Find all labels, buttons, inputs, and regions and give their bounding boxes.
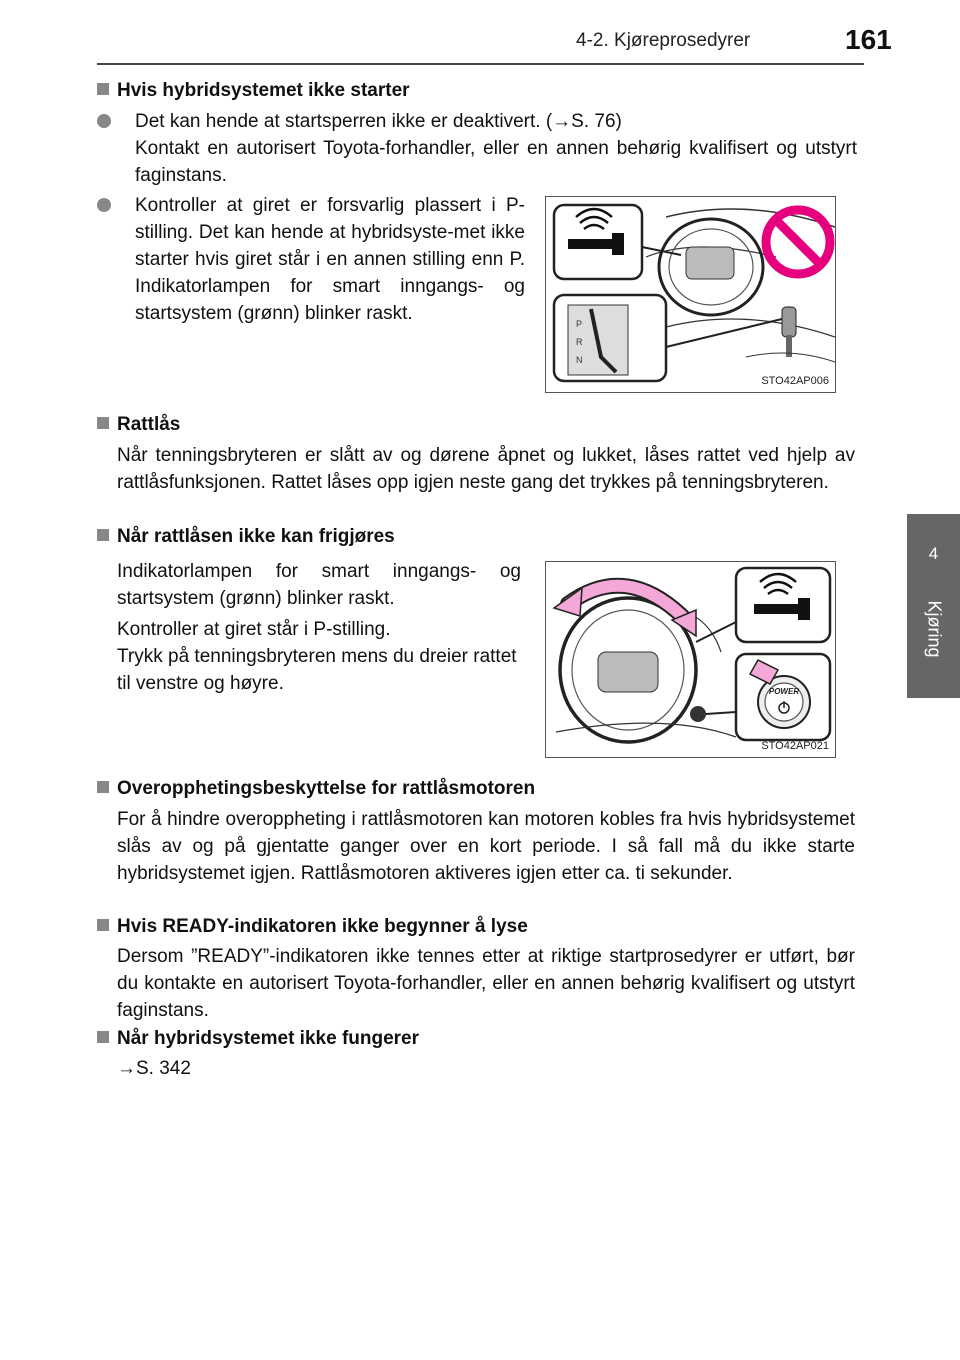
figure-code: STO42AP006 [761,375,829,387]
shift-lever-illustration [545,196,836,393]
chapter-tab [907,514,960,698]
square-bullet-icon [97,919,109,931]
page-reference: →S. 342 [117,1058,191,1079]
body-paragraph: Indikatorlampen for smart inngangs- og startsystem (grønn) blinker raskt. [117,561,521,609]
square-bullet-icon [97,83,109,95]
section-heading [97,526,395,548]
chapter-label: Kjøring [924,600,944,658]
body-paragraph: Dersom ”READY”-indikatoren ikke tennes etter at riktige startprosedyrer er utført, bør du kontakte en autorisert Toyota-forhandler, eller en annen behørig kvalifisert og utstyrt faginstans. [117,946,855,1021]
steering-wheel-illustration [545,561,836,758]
header-divider [97,63,864,65]
dashboard-drawing [546,197,835,392]
bullet-item [97,192,525,327]
chapter-label-wrap [913,574,954,684]
para-line: Kontroller at giret står i P-stilling. [117,619,391,640]
bullet-text [135,108,857,189]
bullet-item [97,108,857,189]
heading-text: Rattlås [117,414,181,435]
bullet-text: Kontroller at giret er forsvarlig plassert i P-stilling. Det kan hende at hybridsyste-met ikke starter hvis giret står i en annen stilling enn P. Indikatorlampen for smart inngangs- og startsystem (grønn) blinker raskt. [135,195,525,324]
heading-text: Når hybridsystemet ikke fungerer [117,1028,420,1049]
heading-text: Hvis READY-indikatoren ikke begynner å lyse [117,916,528,937]
body-paragraph: For å hindre overoppheting i rattlåsmotoren kan motoren kobles fra hvis hybridsystemet slås av og på gjentatte ganger over en kort periode. I så fall må du ikke starte hybridsystemet igjen. Rattlåsmotoren aktiveres igjen etter ca. ti sekunder. [117,809,855,884]
square-bullet-icon [97,417,109,429]
power-label: POWER [768,687,800,696]
chapter-number: 4 [928,544,939,563]
para-line: Trykk på tenningsbryteren mens du dreier rattet til venstre og høyre. [117,646,517,694]
svg-text:R: R [576,337,583,347]
bullet-line: Det kan hende at startsperren ikke er deaktivert. (→S. 76) [135,111,622,132]
bullet-line: Kontakt en autorisert Toyota-forhandler, eller en annen behørig kvalifisert og utstyrt faginstans. [135,138,857,186]
section-heading [97,1028,419,1050]
page-number: 161 [845,24,892,55]
figure-code: STO42AP021 [761,740,829,752]
square-bullet-icon [97,1031,109,1043]
heading-text: Hvis hybridsystemet ikke starter [117,80,410,101]
body-paragraph: Når tenningsbryteren er slått av og dørene åpnet og lukket, låses rattet ved hjelp av rattlåsfunksjonen. Rattet låses opp igjen neste gang det trykkes på tenningsbryteren. [117,445,855,493]
heading-text: Når rattlåsen ikke kan frigjøres [117,526,395,547]
body-paragraph [117,616,521,697]
round-bullet-icon [97,114,111,128]
section-heading [97,80,410,102]
svg-text:N: N [576,355,583,365]
rotate-arrow-icon [568,586,688,622]
section-heading [97,414,180,436]
section-heading [97,916,528,938]
square-bullet-icon [97,781,109,793]
section-title: 4-2. Kjøreprosedyrer [576,30,751,51]
section-heading [97,778,535,800]
round-bullet-icon [97,198,111,212]
heading-text: Overopphetingsbeskyttelse for rattlåsmotoren [117,778,536,799]
svg-text:P: P [576,319,583,329]
steering-drawing [546,562,835,757]
square-bullet-icon [97,529,109,541]
